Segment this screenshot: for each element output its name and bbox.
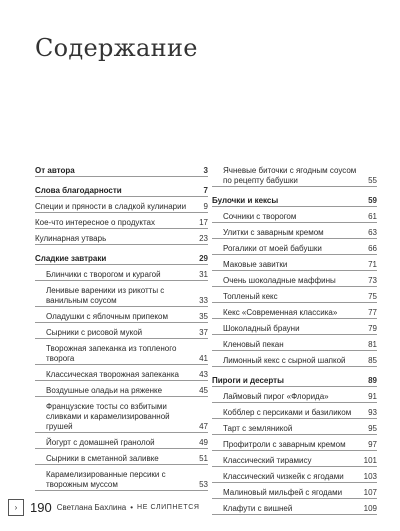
footer-author: Светлана Бахлина (56, 503, 127, 512)
toc-entry-title: Йогурт с домашней гранолой (46, 438, 155, 447)
toc-entry-title: Специи и пряности в сладкой кулинарии (35, 202, 187, 211)
toc-page-number: 73 (368, 276, 377, 285)
toc-entry-title: Французские тосты со взбитыми сливками и карамелизированной грушей (46, 402, 170, 431)
toc-entry-title: Маковые завитки (223, 260, 288, 269)
toc-page-number: 7 (203, 186, 208, 195)
toc-page-number: 75 (368, 292, 377, 301)
toc-page-number: 77 (368, 308, 377, 317)
toc-section (212, 376, 377, 386)
toc-entry-title: Кленовый пекан (223, 340, 284, 349)
toc-page-number: 61 (368, 212, 377, 221)
toc-entry (35, 454, 208, 464)
toc-entry-title: Кое-что интересное о продуктах (35, 218, 155, 227)
toc-page-number: 45 (199, 386, 208, 395)
toc-entry-title: Карамелизированные персики с творожным муссом (46, 470, 166, 489)
toc-entry-title: Булочки и кексы (212, 196, 279, 205)
toc-entry (35, 312, 208, 322)
toc-entry (35, 270, 208, 280)
toc-entry-title: Улитки с заварным кремом (223, 228, 324, 237)
toc-page-number: 95 (368, 424, 377, 433)
toc-page-number: 23 (199, 234, 208, 243)
toc-page-number: 59 (368, 196, 377, 205)
toc-page-number: 37 (199, 328, 208, 337)
toc-entry-title: Топленый кекс (223, 292, 278, 301)
toc-entry-title: Сочники с творогом (223, 212, 297, 221)
toc-section (212, 196, 377, 206)
toc-section (35, 186, 208, 196)
toc-entry (212, 472, 377, 482)
toc-page-number: 53 (199, 480, 208, 489)
toc-page-number: 63 (368, 228, 377, 237)
toc-entry-title: Лаймовый пирог «Флорида» (223, 392, 329, 401)
toc-page-number: 91 (368, 392, 377, 401)
toc-entry (212, 408, 377, 418)
toc-entry-title: Сырники в сметанной заливке (46, 454, 159, 463)
toc-page-number: 103 (363, 472, 377, 481)
toc-entry (212, 324, 377, 334)
toc-entry-title: Кулинарная утварь (35, 234, 107, 243)
toc-right-column (212, 166, 377, 520)
toc-entry-title: Шоколадный брауни (223, 324, 300, 333)
toc-entry-title: Классическая творожная запеканка (46, 370, 179, 379)
toc-entry (212, 356, 377, 366)
toc-page-number: 107 (363, 488, 377, 497)
toc-page-number: 17 (199, 218, 208, 227)
toc-page-number: 33 (199, 296, 208, 305)
toc-entry (212, 340, 377, 350)
toc-page-number: 29 (199, 254, 208, 263)
toc-page-number: 47 (199, 422, 208, 431)
toc-entry (212, 504, 377, 514)
toc-page-number: 51 (199, 454, 208, 463)
toc-entry-title: Ячневые биточки с ягодным соусом по рецепту бабушки (223, 166, 357, 185)
toc-entry (212, 260, 377, 270)
toc-entry (212, 212, 377, 222)
toc-entry (212, 424, 377, 434)
toc-entry-title: Блинчики с творогом и курагой (46, 270, 161, 279)
toc-page-number: 89 (368, 376, 377, 385)
toc-entry-title: Кекс «Современная классика» (223, 308, 338, 317)
toc-page-number: 85 (368, 356, 377, 365)
toc-entry (212, 244, 377, 254)
toc-entry-title: Слова благодарности (35, 186, 122, 195)
toc-entry (212, 308, 377, 318)
toc-entry (35, 402, 208, 432)
toc-page-number: 49 (199, 438, 208, 447)
toc-page-number: 55 (368, 176, 377, 185)
toc-page-number: 66 (368, 244, 377, 253)
footer-book-title: НЕ СЛИПНЕТСЯ (137, 504, 200, 511)
toc-page-number: 71 (368, 260, 377, 269)
toc-page-number: 101 (363, 456, 377, 465)
toc-entry (212, 456, 377, 466)
toc-page-number: 81 (368, 340, 377, 349)
toc-entry (212, 276, 377, 286)
toc-section (35, 166, 208, 176)
toc-page-number: 3 (203, 166, 208, 175)
page-footer (8, 499, 200, 516)
toc-entry (35, 470, 208, 490)
page-number: 190 (30, 500, 52, 515)
toc-entry (35, 202, 208, 212)
toc-entry (35, 370, 208, 380)
page-title: Содержание (35, 34, 198, 62)
toc-left-column (35, 166, 208, 496)
toc-entry-title: Классический тирамису (223, 456, 312, 465)
toc-page-number: 109 (363, 504, 377, 513)
toc-page-number: 79 (368, 324, 377, 333)
toc-entry-title: Рогалики от моей бабушки (223, 244, 322, 253)
toc-entry-title: Пироги и десерты (212, 376, 284, 385)
footer-separator: • (130, 503, 134, 512)
toc-page-number: 97 (368, 440, 377, 449)
toc-entry-title: Клафути с вишней (223, 504, 293, 513)
toc-entry (35, 328, 208, 338)
toc-entry-title: Оладушки с яблочным припеком (46, 312, 168, 321)
toc-entry-title: Сладкие завтраки (35, 254, 107, 263)
toc-page-number: 9 (203, 202, 208, 211)
toc-entry (35, 386, 208, 396)
toc-entry-title: Ленивые вареники из рикотты с ванильным соусом (46, 286, 165, 305)
toc-page-number: 43 (199, 370, 208, 379)
toc-entry-title: Воздушные оладьи на ряженке (46, 386, 163, 395)
toc-entry-title: Профитроли с заварным кремом (223, 440, 346, 449)
toc-page-number: 93 (368, 408, 377, 417)
toc-entry-title: Сырники с рисовой мукой (46, 328, 143, 337)
toc-page-number: 31 (199, 270, 208, 279)
toc-entry-title: Творожная запеканка из топленого творога (46, 344, 177, 363)
toc-entry (35, 438, 208, 448)
toc-section (35, 254, 208, 264)
toc-entry-title: Малиновый мильфей с ягодами (223, 488, 343, 497)
toc-entry-title: Очень шоколадные маффины (223, 276, 336, 285)
page-marker-icon: › (8, 499, 24, 516)
toc-page-number: 35 (199, 312, 208, 321)
toc-entry-title: Тарт с земляникой (223, 424, 293, 433)
toc-entry (35, 234, 208, 244)
toc-entry (212, 166, 377, 186)
toc-entry (212, 440, 377, 450)
toc-page-number: 41 (199, 354, 208, 363)
toc-entry (35, 286, 208, 306)
toc-entry-title: Классический чизкейк с ягодами (223, 472, 344, 481)
toc-entry (212, 392, 377, 402)
toc-entry (212, 228, 377, 238)
toc-entry-title: Кобблер с персиками и базиликом (223, 408, 352, 417)
toc-entry (35, 344, 208, 364)
toc-entry (212, 488, 377, 498)
toc-entry (35, 218, 208, 228)
toc-entry (212, 292, 377, 302)
toc-entry-title: Лимонный кекс с сырной шапкой (223, 356, 346, 365)
toc-entry-title: От автора (35, 166, 75, 175)
